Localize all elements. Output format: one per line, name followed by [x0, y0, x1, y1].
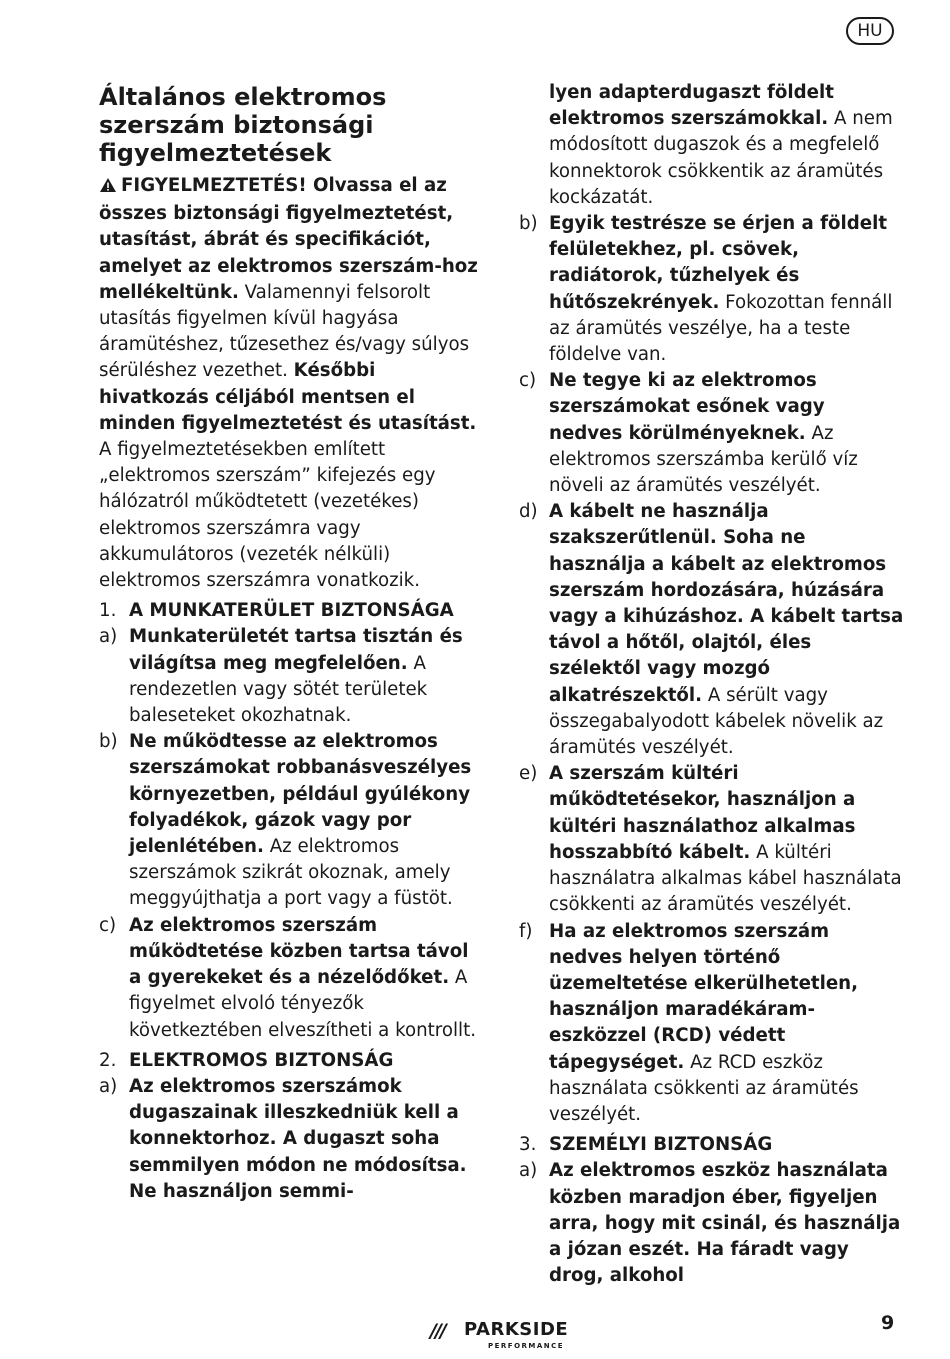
list-item-continued [519, 80, 904, 211]
logo-subtitle: PERFORMANCE [488, 1342, 565, 1350]
item-bold-text: A szerszám kültéri működtetésekor, használjon a kültéri használathoz alkalmas hosszabbító kábelt. [549, 763, 856, 863]
item-bold-text: Ha az elektromos szerszám nedves helyen történő üzemeltetése elkerülhetetlen, használjon maradékáram-eszközzel (RCD) védett tápegységet. [549, 920, 859, 1073]
warning-text: Valamennyi felsorolt utasítás figyelmen kívül hagyása áramütéshez, tűzesethez és/vagy súlyos sérüléshez vezethet. [99, 281, 470, 382]
item-text: Az RCD eszköz használata csökkenti az áramütés veszélyét. [549, 1051, 859, 1125]
list-item [519, 761, 904, 918]
left-column [99, 80, 484, 1205]
section-heading-text: ELEKTROMOS BIZTONSÁG [129, 1049, 394, 1071]
list-item [519, 499, 904, 761]
item-text: A sérült vagy összegabalyodott kábelek növelik az áramütés veszélyét. [549, 684, 884, 759]
item-label: e) [519, 763, 538, 785]
item-text: A nem módosított dugaszok és a megfelelő konnektorok csökkentik az áramütés kockázatát. [549, 108, 893, 208]
item-bold-text: Ne tegye ki az elektromos szerszámokat esőnek vagy nedves körülményeknek. [549, 370, 825, 444]
item-label: a) [519, 1160, 538, 1182]
list-item [519, 919, 904, 1129]
section-title [99, 83, 484, 167]
item-label: f) [519, 920, 533, 942]
title-line: szerszám biztonsági [99, 111, 374, 139]
warning-triangle-icon [99, 175, 117, 201]
warning-paragraph [99, 173, 484, 437]
section-heading-text: SZEMÉLYI BIZTONSÁG [549, 1134, 773, 1156]
right-column [519, 80, 904, 1289]
section-number: 2. [99, 1049, 117, 1071]
item-bold-text: Az elektromos eszköz használata közben maradjon éber, figyeljen arra, hogy mit csinál, és használja a józan eszét. Ha fáradt vagy drog, alkohol [549, 1160, 901, 1287]
item-bold-text: A kábelt ne használja szakszerűtlenül. Soha ne használja a kábelt az elektromos szerszám hordozására, húzására vagy a kihúzáshoz. A kábelt tartsa távol a hőtől, olajtól, éles szélektől vagy mozgó alkatrészektől. [549, 501, 904, 706]
title-line: Általános elektromos [99, 83, 387, 111]
brand-logo [430, 1318, 590, 1354]
item-label: c) [519, 370, 537, 392]
list-item [99, 624, 484, 729]
warning-bold-text: FIGYELMEZTETÉS! Olvassa el az összes biztonsági figyelmeztetést, utasítást, ábrát és specifikációt, amelyet az elektromos szerszám-hoz mellékeltünk. [99, 175, 478, 303]
item-bold-text: Egyik testrésze se érjen a földelt felületekhez, pl. csövek, radiátorok, tűzhelyek és hűtőszekrények. [549, 213, 888, 313]
item-label: a) [99, 626, 118, 648]
warning-bold-text-2: Későbbi hivatkozás céljából mentsen el minden figyelmeztetést és utasítást. [99, 360, 477, 434]
intro-paragraph: A figyelmeztetésekben említett „elektromos szerszám” kifejezés egy hálózatról működtetett (vezetékes) elektromos szerszámra vagy akkumulátoros (vezeték nélküli) elektromos szerszámra vonatkozik. [99, 439, 436, 592]
item-text: A figyelmet elvoló tényezők következtében elveszítheti a kontrollt. [129, 967, 476, 1041]
item-text: Fokozottan fennáll az áramütés veszélye, ha a teste földelve van. [549, 291, 893, 366]
item-label: a) [99, 1075, 118, 1097]
section-heading-electrical [99, 1048, 484, 1074]
item-label: d) [519, 501, 538, 523]
item-label: b) [99, 731, 118, 753]
item-bold-text: Az elektromos szerszámok dugaszainak illeszkedniük kell a konnektorhoz. A dugaszt soha semmilyen módon ne módosítsa. Ne használjon semmi- [129, 1075, 467, 1202]
title-line: figyelmeztetések [99, 139, 332, 167]
item-bold-text: lyen adapterdugaszt földelt elektromos szerszámokkal. [549, 82, 834, 130]
item-bold-text: Ne működtesse az elektromos szerszámokat robbanásveszélyes környezetben, például gyúlékony folyadékok, gázok vagy por jelenlétében. [129, 731, 472, 858]
page-number: 9 [881, 1312, 895, 1334]
item-text: Az elektromos szerszámba kerülő víz növeli az áramütés veszélyét. [549, 422, 858, 497]
item-text: A rendezetlen vagy sötét területek baleseteket okozhatnak. [129, 652, 428, 727]
logo-slashes: /// [430, 1320, 445, 1342]
item-label: c) [99, 914, 117, 936]
item-text: Az elektromos szerszámok szikrát okoznak, amely meggyújthatja a port vagy a füstöt. [129, 836, 453, 910]
list-item [99, 729, 484, 912]
item-text: A kültéri használatra alkalmas kábel használata csökkenti az áramütés veszélyét. [549, 841, 902, 916]
section-number: 1. [99, 600, 117, 622]
item-label: b) [519, 213, 538, 235]
language-code: HU [857, 21, 883, 41]
section-heading-personal-safety [519, 1132, 904, 1158]
language-badge [846, 17, 894, 45]
logo-brand-name: PARKSIDE [464, 1319, 569, 1340]
list-item [99, 913, 484, 1044]
section-number: 3. [519, 1134, 537, 1156]
item-bold-text: Munkaterületét tartsa tisztán és világítsa meg megfelelően. [129, 626, 463, 674]
section-heading-text: A MUNKATERÜLET BIZTONSÁGA [129, 600, 454, 622]
list-item [99, 1074, 484, 1205]
list-item [519, 211, 904, 368]
section-heading-work-area [99, 598, 484, 624]
list-item [519, 368, 904, 499]
list-item [519, 1158, 904, 1289]
item-bold-text: Az elektromos szerszám működtetése közben tartsa távol a gyerekeket és a nézelődőket. [129, 914, 469, 989]
